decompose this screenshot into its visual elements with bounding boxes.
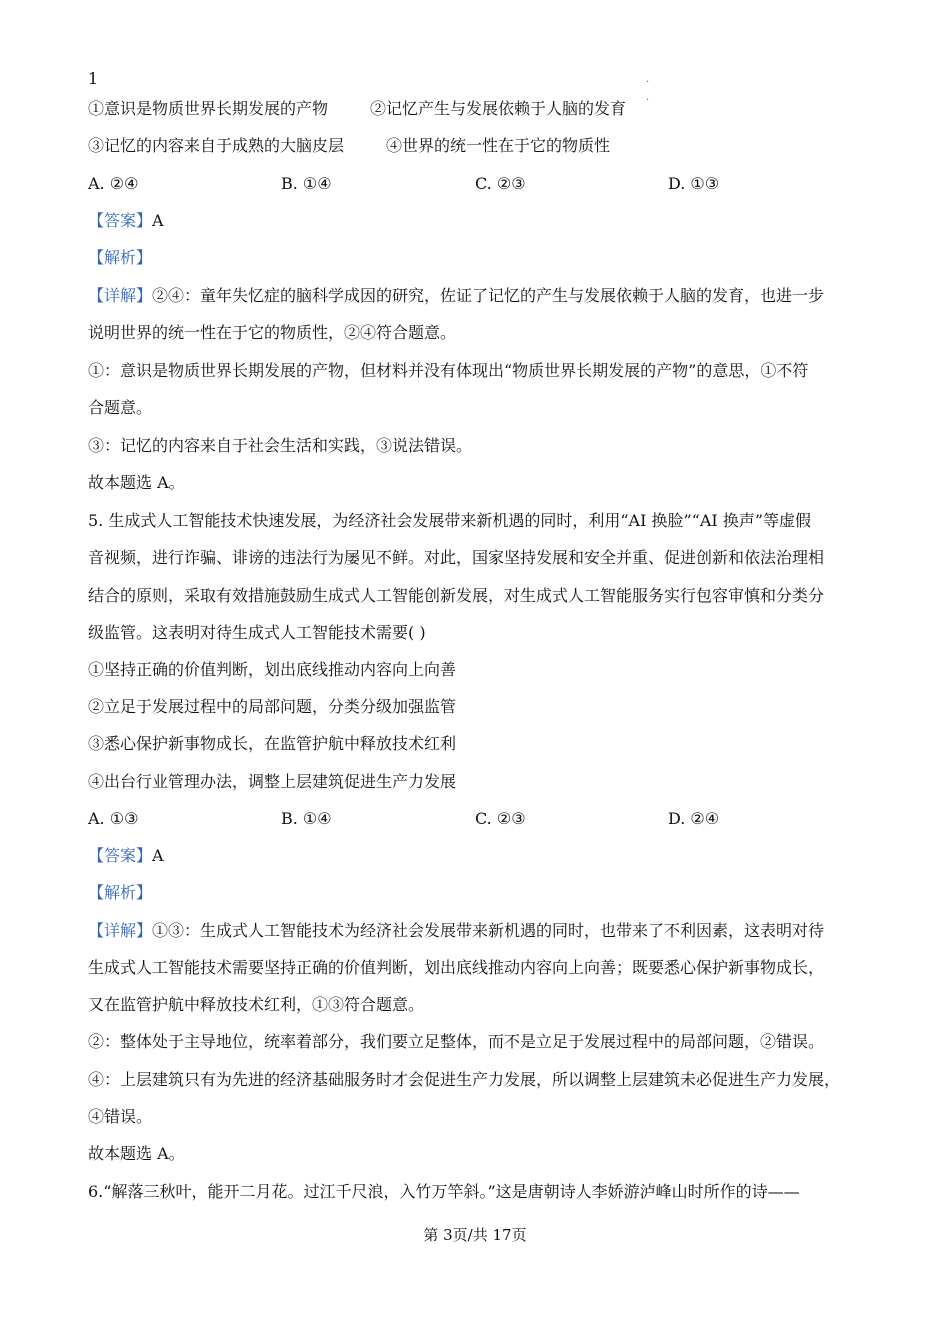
q4-item-3: ③记忆的内容来自于成熟的大脑皮层 [88,136,345,155]
q5-detail-line: ④：上层建筑只有为先进的经济基础服务时才会促进生产力发展，所以调整上层建筑未必促进生产力发展， [88,1070,841,1089]
q5-option-d: D. ②④ [668,809,720,828]
answer-tag: 【答案】 [88,846,153,865]
q5-stem-line: 级监管。这表明对待生成式人工智能技术需要( ) [88,623,426,642]
q4-item-2: ②记忆产生与发展依赖于人脑的发育 [370,99,627,118]
q4-item-1: ①意识是物质世界长期发展的产物 [88,99,329,118]
detail-text: ①③：生成式人工智能技术为经济社会发展带来新机遇的同时，也带来了不利因素，这表明对待 [152,921,825,940]
q5-detail-line: ④错误。 [88,1107,153,1126]
detail-text: ②④：童年失忆症的脑科学成因的研究，佐证了记忆的产生与发展依赖于人脑的发育，也进一步 [152,286,825,305]
q4-option-c: C. ②③ [475,174,526,193]
q5-item-1: ①坚持正确的价值判断，划出底线推动内容向上向善 [88,660,457,679]
page-number-fragment: 1 [88,69,99,88]
q4-detail-line: 合题意。 [88,398,153,417]
q5-stem-line: 音视频，进行诈骗、诽谤的违法行为屡见不鲜。对此，国家坚持发展和安全并重、促进创新和依法治理相 [88,548,825,567]
q4-analysis-tag: 【解析】 [88,248,153,267]
answer-value: A [152,846,164,865]
q5-item-4: ④出台行业管理办法，调整上层建筑促进生产力发展 [88,772,457,791]
q4-option-b: B. ①④ [281,174,332,193]
q6-stem: 6.“解落三秋叶，能开二月花。过江千尺浪，入竹万竿斜。”这是唐朝诗人李娇游泸峰山时所作的诗—— [88,1182,800,1201]
q4-conclusion: 故本题选 A。 [88,473,185,492]
q5-item-3: ③悉心保护新事物成长，在监管护航中释放技术红利 [88,734,457,753]
detail-tag: 【详解】 [88,286,153,305]
q5-stem-line: 结合的原则，采取有效措施鼓励生成式人工智能创新发展，对生成式人工智能服务实行包容审慎和分类分 [88,586,825,605]
q5-stem-line: 5. 生成式人工智能技术快速发展，为经济社会发展带来新机遇的同时，利用“AI 换脸”“AI 换声”等虚假 [88,511,811,530]
answer-tag: 【答案】 [88,211,153,230]
q4-item-4: ④世界的统一性在于它的物质性 [386,136,611,155]
scan-mark: . [646,74,650,85]
q4-detail-line: ③：记忆的内容来自于社会生活和实践，③说法错误。 [88,436,473,455]
q5-detail-line: ②：整体处于主导地位，统率着部分，我们要立足整体，而不是立足于发展过程中的局部问题，②错误。 [88,1032,825,1051]
q5-analysis-tag: 【解析】 [88,883,153,902]
q5-answer [88,845,164,867]
q5-option-a: A. ①③ [88,809,139,828]
q5-item-2: ②立足于发展过程中的局部问题，分类分级加强监管 [88,697,457,716]
q5-conclusion: 故本题选 A。 [88,1144,185,1163]
q4-detail-line: ①：意识是物质世界长期发展的产物，但材料并没有体现出“物质世界长期发展的产物”的意思，①不符 [88,361,809,380]
q5-option-c: C. ②③ [475,809,526,828]
scan-mark: . [646,92,650,103]
q5-detail-line: 生成式人工智能技术需要坚持正确的价值判断，划出底线推动内容向上向善；既要悉心保护新事物成长， [88,958,825,977]
q4-detail-line [88,285,824,307]
q5-detail-line: 又在监管护航中释放技术红利，①③符合题意。 [88,995,425,1014]
q4-option-d: D. ①③ [668,174,720,193]
q4-detail-line: 说明世界的统一性在于它的物质性，②④符合题意。 [88,323,457,342]
answer-value: A [152,211,164,230]
page-footer: 第 3页/共 17页 [423,1226,527,1244]
detail-tag: 【详解】 [88,921,153,940]
q4-option-a: A. ②④ [88,174,139,193]
q4-answer [88,210,164,232]
q5-detail-line [88,920,824,942]
q5-option-b: B. ①④ [281,809,332,828]
